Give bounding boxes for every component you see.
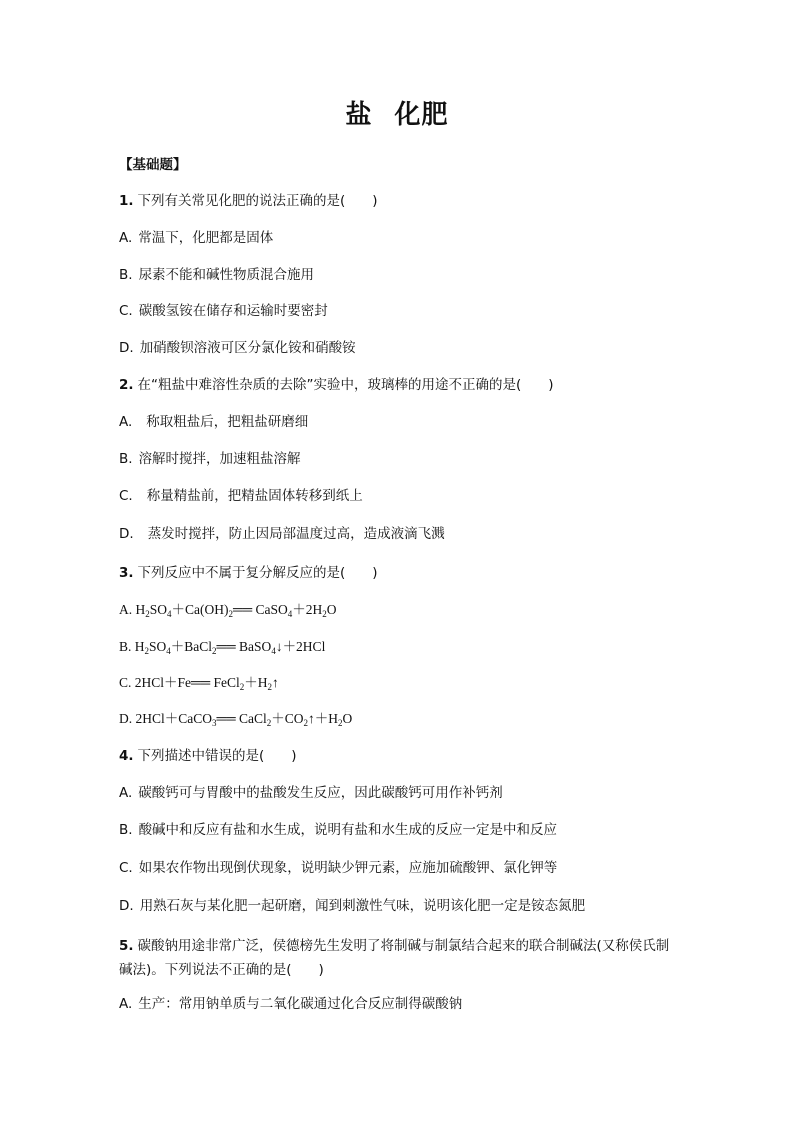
question-4-stem (119, 746, 297, 766)
question-text: 下列有关常见化肥的说法正确的是( ) (137, 193, 378, 209)
question-1-option-b (119, 265, 314, 285)
question-4-option-b (119, 820, 557, 840)
option-label: A. (119, 996, 133, 1012)
option-label: D. (119, 711, 133, 726)
option-label: A. (119, 414, 133, 430)
question-number: 3. (119, 565, 134, 581)
option-label: A. (119, 785, 133, 801)
question-1-stem (119, 191, 378, 211)
question-number: 1. (119, 193, 134, 209)
option-text: 加硝酸钡溶液可区分氯化铵和硝酸铵 (139, 340, 356, 356)
option-text: 如果农作物出现倒伏现象，说明缺少钾元素，应施加硫酸钾、氯化钾等 (138, 860, 558, 876)
question-number: 5. (119, 938, 134, 954)
option-label: C. (119, 860, 133, 876)
question-2-stem (119, 375, 554, 395)
question-2-option-b (119, 449, 301, 469)
question-3-stem (119, 563, 378, 583)
option-label: B. (119, 822, 133, 838)
question-1-option-d (119, 338, 356, 358)
section-heading: 【基础题】 (119, 157, 187, 173)
option-label: A. (119, 602, 133, 617)
option-text: 生产：常用钠单质与二氧化碳通过化合反应制得碳酸钠 (138, 996, 463, 1012)
question-4-option-a (119, 783, 503, 803)
question-3-option-b: B. $H_2SO_4+BaCl_2══$ BaSO$_4$↓＋2HCl (119, 639, 326, 656)
question-2-option-a (119, 412, 308, 432)
option-label: B. (119, 267, 133, 283)
option-text: 溶解时搅拌，加速粗盐溶解 (138, 451, 301, 467)
question-1-option-a (119, 228, 273, 248)
option-text: 酸碱中和反应有盐和水生成，说明有盐和水生成的反应一定是中和反应 (138, 822, 558, 838)
option-text: 碳酸氢铵在储存和运输时要密封 (138, 303, 328, 319)
option-text: 常温下，化肥都是固体 (138, 230, 274, 246)
question-text: 碳酸钠用途非常广泛，侯德榜先生发明了将制碱与制氯结合起来的联合制碱法(又称侯氏制碱法)。下列说法不正确的是( ) (119, 938, 670, 978)
option-label: C. (119, 488, 133, 504)
question-4-option-d (119, 896, 585, 916)
option-text: 称量精盐前，把精盐固体转移到纸上 (146, 488, 363, 504)
question-text: 下列描述中错误的是( ) (137, 748, 297, 764)
option-text: 称取粗盐后，把粗盐研磨细 (146, 414, 309, 430)
option-label: C. (119, 303, 133, 319)
question-text: 在“粗盐中难溶性杂质的去除”实验中，玻璃棒的用途不正确的是( ) (137, 377, 554, 393)
option-label: B. (119, 451, 133, 467)
option-label: C. (119, 675, 132, 690)
question-3-option-a: A. $H_2SO_4+Ca(OH)_2══$ $CaSO_4+2H_2O$ (119, 602, 337, 619)
option-text: 蒸发时搅拌，防止因局部温度过高，造成液滴飞溅 (147, 526, 445, 542)
question-number: 2. (119, 377, 134, 393)
question-5-option-a (119, 994, 462, 1014)
page-title (0, 98, 794, 132)
option-text: 碳酸钙可与胃酸中的盐酸发生反应，因此碳酸钙可用作补钙剂 (138, 785, 503, 801)
question-text: 下列反应中不属于复分解反应的是( ) (137, 565, 378, 581)
question-number: 4. (119, 748, 134, 764)
option-text: 尿素不能和碱性物质混合施用 (138, 267, 315, 283)
question-5-stem (119, 934, 679, 982)
option-label: D. (119, 340, 134, 356)
title-left: 盐 (345, 100, 373, 130)
question-3-option-d: D. 2HCl＋CaCO$_3$══ $CaCl_2+CO_2↑+H_2O$ (119, 711, 353, 728)
question-1-option-c (119, 301, 328, 321)
option-label: A. (119, 230, 133, 246)
question-4-option-c (119, 858, 557, 878)
option-label: B. (119, 639, 132, 654)
question-3-option-c: C. 2HCl＋Fe══ $FeCl_2+H_2↑$ (119, 675, 279, 692)
title-right: 化肥 (394, 100, 449, 130)
question-2-option-d (119, 524, 445, 544)
question-2-option-c (119, 486, 363, 506)
option-text: 用熟石灰与某化肥一起研磨，闻到刺激性气味，说明该化肥一定是铵态氮肥 (139, 898, 586, 914)
option-label: D. (119, 898, 134, 914)
option-label: D. (119, 526, 134, 542)
